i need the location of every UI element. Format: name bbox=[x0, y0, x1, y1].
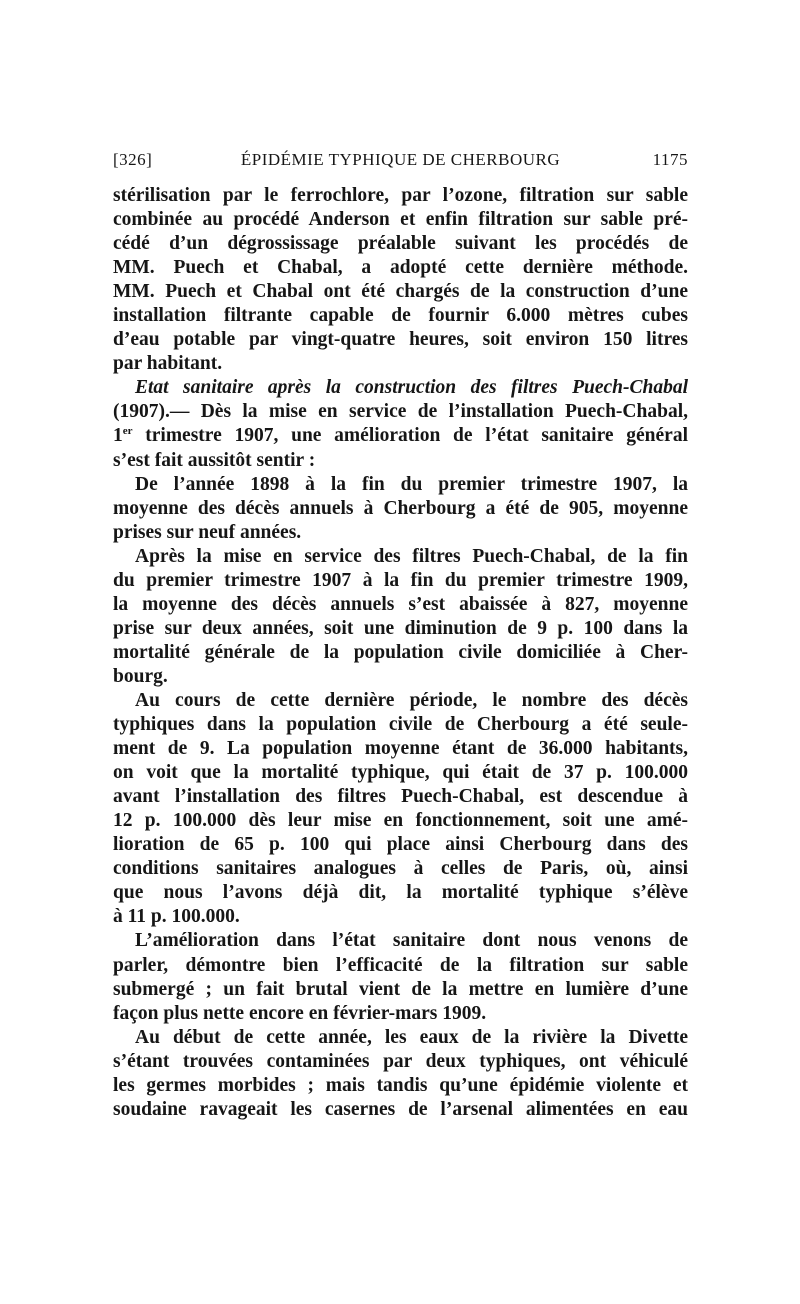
text-line bbox=[113, 400, 688, 424]
line-text: lioration de 65 p. 100 qui place ainsi Cherbourg dans des bbox=[113, 834, 688, 856]
text-line bbox=[113, 737, 688, 761]
ordinal-number: 1 bbox=[113, 425, 123, 447]
line-text: (1907).— Dès la mise en service de l’installation Puech-Chabal, bbox=[113, 401, 688, 423]
line-text: la moyenne des décès annuels s’est abaissée à 827, moyenne bbox=[113, 593, 688, 615]
body-text bbox=[113, 184, 688, 1122]
line-text: moyenne des décès annuels à Cherbourg a été de 905, moyenne bbox=[113, 497, 688, 519]
line-text: avant l’installation des filtres Puech-Chabal, est descendue à bbox=[113, 786, 688, 808]
text-line bbox=[113, 1098, 688, 1122]
text-line bbox=[113, 761, 688, 785]
line-text: conditions sanitaires analogues à celles de Paris, où, ainsi bbox=[113, 858, 688, 880]
text-line bbox=[113, 881, 688, 905]
text-line bbox=[113, 1026, 688, 1050]
line-text: cédé d’un dégrossissage préalable suivant les procédés de bbox=[113, 233, 688, 255]
text-line bbox=[113, 833, 688, 857]
line-text: prises sur neuf années. bbox=[113, 521, 302, 543]
line-text: installation filtrante capable de fournir 6.000 mètres cubes bbox=[113, 305, 688, 327]
text-line bbox=[113, 449, 688, 473]
text-line bbox=[113, 857, 688, 881]
line-text: MM. Puech et Chabal, a adopté cette dernière méthode. bbox=[113, 257, 688, 279]
line-text: par habitant. bbox=[113, 353, 223, 375]
section-heading-italic: Etat sanitaire après la construction des filtres Puech-Chabal bbox=[135, 377, 688, 399]
line-text: De l’année 1898 à la fin du premier trimestre 1907, la bbox=[135, 473, 688, 495]
line-text: Au début de cette année, les eaux de la rivière la Divette bbox=[135, 1026, 688, 1048]
line-text: Après la mise en service des filtres Puech-Chabal, de la fin bbox=[135, 545, 688, 567]
line-text: MM. Puech et Chabal ont été chargés de la construction d’une bbox=[113, 281, 688, 303]
running-header bbox=[113, 150, 688, 176]
text-line bbox=[113, 280, 688, 304]
line-text: que nous l’avons déjà dit, la mortalité typhique s’élève bbox=[113, 882, 688, 904]
text-line bbox=[113, 905, 688, 929]
text-line bbox=[113, 424, 688, 448]
line-text: façon plus nette encore en février-mars 1909. bbox=[113, 1002, 487, 1024]
text-line bbox=[113, 1074, 688, 1098]
text-line bbox=[113, 352, 688, 376]
line-text: soudaine ravageait les casernes de l’arsenal alimentées en eau bbox=[113, 1098, 688, 1120]
line-text: à 11 p. 100.000. bbox=[113, 906, 240, 928]
text-line bbox=[113, 497, 688, 521]
text-line bbox=[113, 978, 688, 1002]
text-line bbox=[113, 665, 688, 689]
text-line bbox=[113, 713, 688, 737]
line-text: L’amélioration dans l’état sanitaire dont nous venons de bbox=[135, 930, 688, 952]
text-line bbox=[113, 641, 688, 665]
text-line bbox=[113, 809, 688, 833]
line-text: stérilisation par le ferrochlore, par l’ozone, filtration sur sable bbox=[113, 185, 688, 206]
text-line bbox=[113, 1002, 688, 1026]
line-text: parler, démontre bien l’efficacité de la filtration sur sable bbox=[113, 954, 688, 976]
text-line bbox=[113, 256, 688, 280]
text-line bbox=[113, 184, 688, 208]
text-line bbox=[113, 569, 688, 593]
page-number-bracketed: [326] bbox=[113, 150, 153, 169]
line-text: s’est fait aussitôt sentir : bbox=[113, 449, 316, 471]
text-line bbox=[113, 785, 688, 809]
ordinal-superscript: er bbox=[122, 425, 133, 438]
line-text: bourg. bbox=[113, 665, 168, 687]
line-text: combinée au procédé Anderson et enfin filtration sur sable pré- bbox=[113, 209, 688, 231]
text-line bbox=[113, 208, 688, 232]
text-line bbox=[113, 328, 688, 352]
text-line bbox=[113, 689, 688, 713]
line-text: du premier trimestre 1907 à la fin du premier trimestre 1909, bbox=[113, 569, 688, 591]
text-line bbox=[113, 617, 688, 641]
line-text: on voit que la mortalité typhique, qui était de 37 p. 100.000 bbox=[113, 762, 688, 784]
text-line bbox=[113, 545, 688, 569]
text-line bbox=[113, 593, 688, 617]
page-number: 1175 bbox=[652, 150, 688, 169]
text-line bbox=[113, 473, 688, 497]
text-line bbox=[113, 232, 688, 256]
line-text: prise sur deux années, soit une diminution de 9 p. 100 dans la bbox=[113, 617, 688, 639]
text-line bbox=[113, 954, 688, 978]
line-text: ment de 9. La population moyenne étant de 36.000 habitants, bbox=[113, 738, 688, 760]
line-text: submergé ; un fait brutal vient de la mettre en lumière d’une bbox=[113, 978, 688, 1000]
line-text: mortalité générale de la population civile domiciliée à Cher- bbox=[113, 641, 688, 663]
running-title: ÉPIDÉMIE TYPHIQUE DE CHERBOURG bbox=[240, 150, 561, 169]
line-text: 12 p. 100.000 dès leur mise en fonctionnement, soit une amé- bbox=[113, 810, 688, 832]
line-text: d’eau potable par vingt-quatre heures, soit environ 150 litres bbox=[113, 329, 688, 351]
text-line bbox=[113, 929, 688, 953]
line-text: s’étant trouvées contaminées par deux typhiques, ont véhiculé bbox=[113, 1050, 688, 1072]
text-line bbox=[113, 521, 688, 545]
text-line bbox=[113, 376, 688, 400]
line-text: les germes morbides ; mais tandis qu’une épidémie violente et bbox=[113, 1074, 688, 1096]
line-text: typhiques dans la population civile de Cherbourg a été seule- bbox=[113, 714, 688, 736]
line-text: trimestre 1907, une amélioration de l’état sanitaire général bbox=[132, 425, 688, 447]
text-line bbox=[113, 1050, 688, 1074]
line-text: Au cours de cette dernière période, le nombre des décès bbox=[135, 689, 688, 711]
text-line bbox=[113, 304, 688, 328]
